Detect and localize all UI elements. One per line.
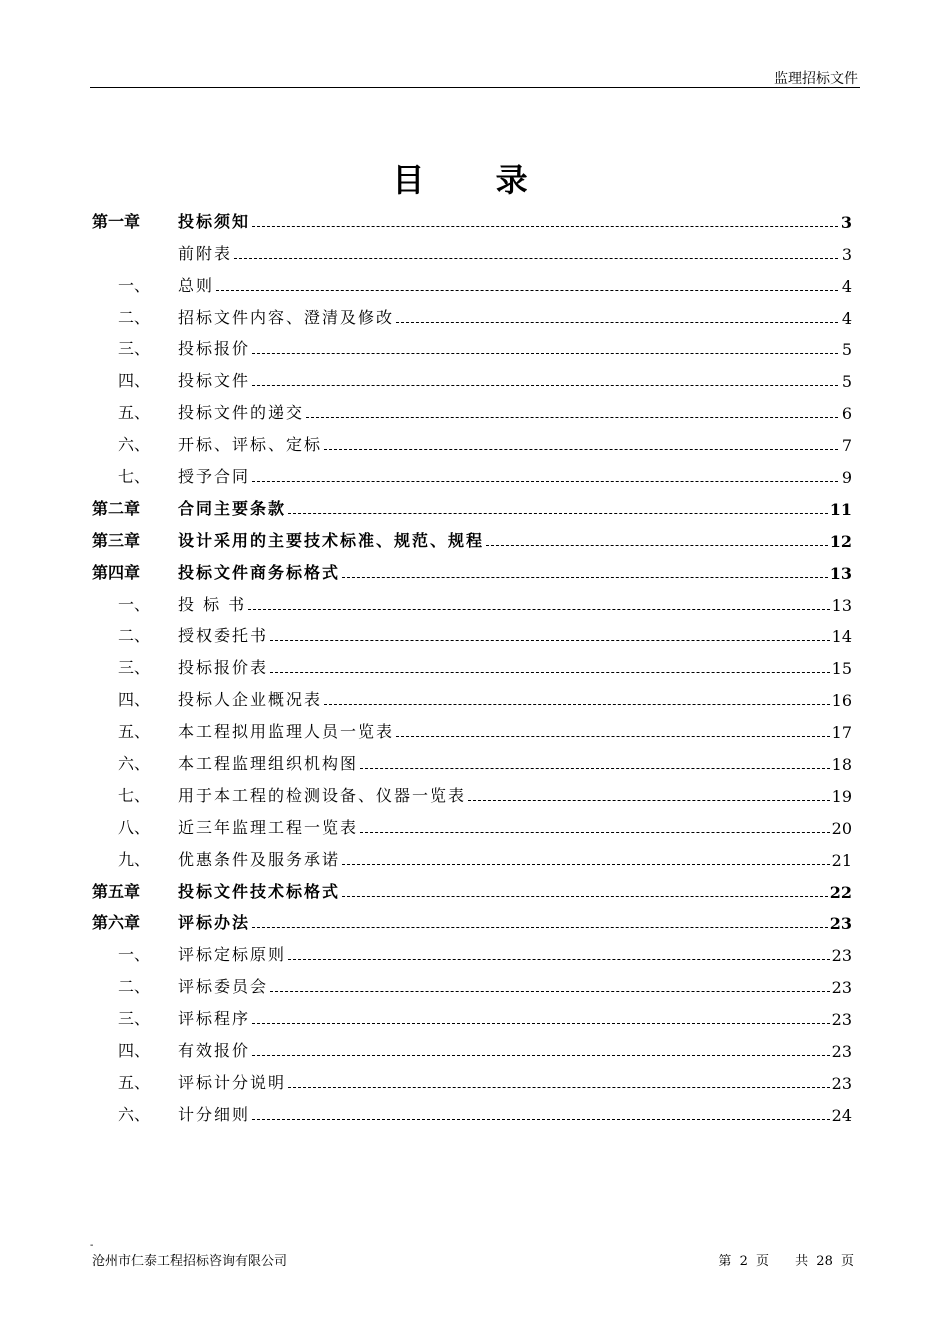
toc-entry-page: 19 <box>831 786 852 806</box>
toc-entry-label: 授权委托书 <box>178 626 269 646</box>
toc-leader-dots <box>360 767 830 769</box>
toc-entry-number: 六、 <box>118 754 151 774</box>
toc-entry-page: 7 <box>841 436 852 456</box>
toc-entry-row <box>92 965 852 997</box>
toc-entry-row <box>92 742 852 774</box>
toc-entry-label: 投标文件技术标格式 <box>178 881 341 901</box>
toc-leader-dots <box>468 799 830 801</box>
page-suffix: 页 <box>755 1254 769 1269</box>
toc-entry-row <box>92 391 852 423</box>
toc-leader-dots <box>270 990 830 992</box>
toc-entry-page: 5 <box>841 372 852 392</box>
toc-entry-label: 本工程拟用监理人员一览表 <box>178 722 395 742</box>
toc-entry-page: 16 <box>831 691 852 711</box>
toc-entry-label: 设计采用的主要技术标准、规范、规程 <box>178 530 485 550</box>
table-of-contents <box>92 200 852 1125</box>
toc-leader-dots <box>324 448 838 450</box>
toc-entry-row <box>92 933 852 965</box>
total-prefix: 共 <box>795 1254 809 1269</box>
toc-entry-number: 七、 <box>118 785 151 805</box>
toc-entry-label: 开标、评标、定标 <box>178 435 323 455</box>
toc-entry-label: 投标文件商务标格式 <box>178 562 341 582</box>
toc-entry-label: 投标报价 <box>178 339 251 359</box>
toc-entry-row <box>92 328 852 360</box>
toc-leader-dots <box>252 1118 830 1120</box>
toc-entry-row <box>92 455 852 487</box>
toc-entry-label: 投标报价表 <box>178 658 269 678</box>
toc-entry-page: 22 <box>829 882 852 902</box>
toc-entry-label: 投标人企业概况表 <box>178 690 323 710</box>
toc-entry-number: 四、 <box>118 1041 151 1061</box>
header-title: 监理招标文件 <box>774 71 858 87</box>
toc-entry-number: 一、 <box>118 945 151 965</box>
toc-entry-label: 投标文件的递交 <box>178 403 305 423</box>
toc-chapter-row <box>92 902 852 934</box>
toc-entry-page: 17 <box>831 723 852 743</box>
toc-leader-dots <box>252 480 838 482</box>
toc-entry-row <box>92 264 852 296</box>
toc-leader-dots <box>248 608 829 610</box>
toc-entry-label: 投标须知 <box>178 211 251 231</box>
toc-entry-label: 近三年监理工程一览表 <box>178 817 359 837</box>
toc-entry-row <box>92 296 852 328</box>
toc-entry-number: 第四章 <box>92 562 141 582</box>
toc-leader-dots <box>252 1022 830 1024</box>
toc-entry-number: 六、 <box>118 435 151 455</box>
toc-entry-row <box>92 710 852 742</box>
footer-page-info <box>714 1250 854 1269</box>
toc-entry-number: 一、 <box>118 594 151 614</box>
toc-entry-page: 9 <box>841 468 852 488</box>
toc-entry-number: 第六章 <box>92 913 141 933</box>
toc-entry-row <box>92 615 852 647</box>
footer-company: 沧州市仁泰工程招标咨询有限公司 <box>92 1254 288 1269</box>
toc-leader-dots <box>288 1086 830 1088</box>
toc-entry-label: 合同主要条款 <box>178 498 287 518</box>
toc-entry-label: 投 标 书 <box>178 594 247 614</box>
toc-entry-number: 第二章 <box>92 498 141 518</box>
toc-entry-label: 总则 <box>178 275 215 295</box>
toc-leader-dots <box>216 289 838 291</box>
toc-entry-number: 第一章 <box>92 211 141 231</box>
toc-entry-row <box>92 806 852 838</box>
toc-entry-page: 23 <box>831 1073 852 1093</box>
toc-leader-dots <box>270 671 830 673</box>
toc-entry-number: 二、 <box>118 977 151 997</box>
toc-leader-dots <box>252 1054 830 1056</box>
toc-entry-page: 6 <box>841 404 852 424</box>
toc-leader-dots <box>486 544 828 546</box>
toc-entry-page: 23 <box>829 914 852 934</box>
toc-entry-page: 24 <box>831 1105 852 1125</box>
toc-entry-label: 前附表 <box>178 243 233 263</box>
toc-entry-number: 四、 <box>118 690 151 710</box>
toc-entry-page: 4 <box>841 308 852 328</box>
toc-entry-number: 四、 <box>118 371 151 391</box>
toc-leader-dots <box>252 926 828 928</box>
toc-entry-label: 评标委员会 <box>178 977 269 997</box>
toc-entry-row <box>92 678 852 710</box>
toc-entry-row <box>92 997 852 1029</box>
toc-entry-row <box>92 359 852 391</box>
toc-leader-dots <box>288 958 830 960</box>
toc-leader-dots <box>342 863 830 865</box>
toc-entry-page: 13 <box>831 595 852 615</box>
toc-leader-dots <box>252 225 838 227</box>
toc-entry-label: 评标程序 <box>178 1009 251 1029</box>
toc-entry-label: 计分细则 <box>178 1104 251 1124</box>
footer-mark: - <box>90 1240 94 1251</box>
document-title: 目 录 <box>392 161 558 199</box>
toc-entry-page: 12 <box>829 531 852 551</box>
toc-leader-dots <box>396 321 838 323</box>
toc-chapter-row <box>92 551 852 583</box>
toc-entry-label: 用于本工程的检测设备、仪器一览表 <box>178 785 467 805</box>
toc-entry-label: 有效报价 <box>178 1041 251 1061</box>
total-pages: 28 <box>816 1254 833 1269</box>
toc-leader-dots <box>396 735 830 737</box>
page-prefix: 第 <box>718 1254 732 1269</box>
toc-entry-label: 优惠条件及服务承诺 <box>178 849 341 869</box>
toc-leader-dots <box>252 384 838 386</box>
toc-chapter-row <box>92 870 852 902</box>
toc-entry-label: 授予合同 <box>178 467 251 487</box>
toc-entry-page: 3 <box>841 244 852 264</box>
toc-entry-row <box>92 1029 852 1061</box>
toc-entry-page: 11 <box>829 499 852 519</box>
toc-entry-row <box>92 838 852 870</box>
toc-leader-dots <box>342 576 828 578</box>
toc-entry-page: 14 <box>831 627 852 647</box>
toc-entry-label: 投标文件 <box>178 371 251 391</box>
toc-entry-row <box>92 1093 852 1125</box>
toc-entry-number: 七、 <box>118 467 151 487</box>
toc-leader-dots <box>234 257 838 259</box>
toc-entry-row <box>92 774 852 806</box>
toc-entry-number: 二、 <box>118 626 151 646</box>
toc-entry-page: 18 <box>831 755 852 775</box>
toc-entry-row <box>92 1061 852 1093</box>
toc-chapter-row <box>92 200 852 232</box>
toc-chapter-row <box>92 519 852 551</box>
toc-entry-number: 九、 <box>118 849 151 869</box>
toc-entry-number: 三、 <box>118 339 151 359</box>
toc-entry-page: 4 <box>841 276 852 296</box>
toc-leader-dots <box>324 703 830 705</box>
toc-leader-dots <box>306 416 838 418</box>
toc-entry-number: 三、 <box>118 658 151 678</box>
toc-entry-number: 六、 <box>118 1104 151 1124</box>
toc-entry-row <box>92 232 852 264</box>
toc-entry-page: 23 <box>831 1042 852 1062</box>
toc-leader-dots <box>270 639 830 641</box>
toc-entry-label: 本工程监理组织机构图 <box>178 754 359 774</box>
toc-entry-label: 评标办法 <box>178 913 251 933</box>
toc-entry-page: 13 <box>829 563 852 583</box>
toc-entry-label: 评标计分说明 <box>178 1072 287 1092</box>
page-number: 2 <box>739 1254 748 1269</box>
toc-entry-page: 23 <box>831 978 852 998</box>
toc-entry-number: 第三章 <box>92 530 141 550</box>
toc-entry-row <box>92 583 852 615</box>
toc-leader-dots <box>252 352 838 354</box>
toc-entry-row <box>92 423 852 455</box>
toc-leader-dots <box>288 512 828 514</box>
toc-entry-number: 一、 <box>118 275 151 295</box>
header-divider <box>90 87 860 88</box>
toc-entry-page: 15 <box>831 659 852 679</box>
toc-entry-number: 二、 <box>118 307 151 327</box>
toc-entry-number: 三、 <box>118 1009 151 1029</box>
toc-entry-page: 3 <box>840 212 852 232</box>
toc-entry-label: 评标定标原则 <box>178 945 287 965</box>
toc-entry-row <box>92 646 852 678</box>
toc-entry-page: 21 <box>831 850 852 870</box>
toc-entry-number: 五、 <box>118 722 151 742</box>
toc-entry-page: 20 <box>831 818 852 838</box>
total-suffix: 页 <box>840 1254 854 1269</box>
toc-entry-number: 五、 <box>118 403 151 423</box>
toc-entry-number: 五、 <box>118 1072 151 1092</box>
toc-entry-page: 5 <box>841 340 852 360</box>
toc-entry-number: 八、 <box>118 817 151 837</box>
toc-entry-label: 招标文件内容、澄清及修改 <box>178 307 395 327</box>
toc-chapter-row <box>92 487 852 519</box>
toc-entry-page: 23 <box>831 946 852 966</box>
toc-leader-dots <box>342 895 828 897</box>
toc-leader-dots <box>360 831 830 833</box>
toc-entry-number: 第五章 <box>92 881 141 901</box>
toc-entry-page: 23 <box>831 1010 852 1030</box>
